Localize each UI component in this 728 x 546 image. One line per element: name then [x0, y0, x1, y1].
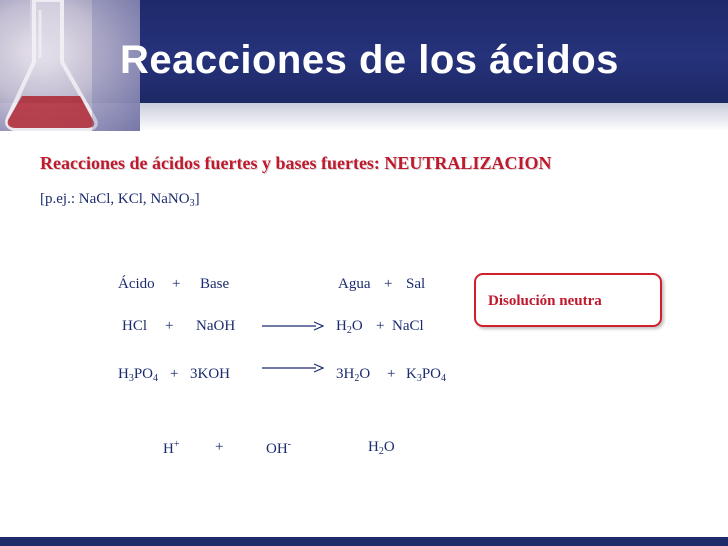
reaction1-water-o: O — [351, 318, 363, 334]
ionic-plus: + — [215, 439, 224, 455]
general-acid: Ácido — [118, 276, 155, 292]
reaction2-salt — [406, 366, 446, 384]
ionic-h-symbol: H — [163, 441, 174, 457]
note-close: ] — [194, 191, 200, 207]
reaction2-water-3h: 3H — [336, 366, 355, 382]
ionic-water — [368, 439, 395, 457]
footer-bar — [0, 537, 728, 546]
reaction2-salt-po: PO — [421, 366, 442, 382]
reaction2-acid-h: H — [118, 366, 129, 382]
reaction2-acid-po: PO — [133, 366, 154, 382]
reaction2-arrow-icon — [262, 363, 324, 373]
reaction1-water-sub: 2 — [346, 325, 352, 336]
reaction2-salt-k: K — [406, 366, 417, 382]
ionic-oh — [266, 439, 291, 458]
reaction1-acid: HCl — [122, 318, 148, 334]
ionic-water-o: O — [383, 439, 395, 455]
general-plus: + — [172, 276, 181, 292]
reaction2-product-plus: + — [387, 366, 396, 382]
reaction1-water — [336, 318, 363, 336]
general-product-plus: + — [384, 276, 393, 292]
reaction2-salt-sub1: 3 — [416, 373, 422, 384]
reaction1-salt: NaCl — [392, 318, 424, 334]
reaction2-base: 3KOH — [190, 366, 230, 382]
general-base: Base — [200, 276, 230, 292]
ionic-h — [163, 439, 179, 458]
ionic-oh-charge: - — [287, 439, 292, 450]
reaction1-base: NaOH — [196, 318, 236, 334]
ionic-oh-symbol: OH — [266, 441, 288, 457]
general-water: Agua — [338, 276, 371, 292]
neutral-solution-box — [474, 273, 662, 327]
reaction1-arrow-icon — [262, 321, 324, 331]
example-note — [40, 191, 200, 209]
flask-image — [0, 0, 140, 131]
note-text: [p.ej.: NaCl, KCl, NaNO — [40, 191, 190, 207]
reaction2-plus: + — [170, 366, 179, 382]
reaction2-acid — [118, 366, 158, 384]
reaction2-water-o: O — [359, 366, 371, 382]
ionic-water-h: H — [368, 439, 379, 455]
reaction1-product-plus: + — [376, 318, 385, 334]
reaction2-acid-sub2: 4 — [153, 373, 159, 384]
reaction1-plus: + — [165, 318, 174, 334]
ionic-h-charge: + — [173, 439, 180, 450]
ionic-water-sub: 2 — [378, 446, 384, 457]
section-heading: Reacciones de ácidos fuertes y bases fuertes: NEUTRALIZACION — [40, 153, 552, 173]
reaction2-water-sub: 2 — [354, 373, 360, 384]
note-subscript: 3 — [189, 198, 195, 209]
reaction2-salt-sub2: 4 — [441, 373, 447, 384]
reaction1-water-h: H — [336, 318, 347, 334]
neutral-solution-label: Disolución neutra — [488, 293, 602, 309]
reaction2-water — [336, 366, 370, 384]
reaction2-acid-sub1: 3 — [128, 373, 134, 384]
general-salt: Sal — [406, 276, 426, 292]
page-title: Reacciones de los ácidos — [120, 38, 619, 82]
flask-icon — [0, 0, 140, 131]
